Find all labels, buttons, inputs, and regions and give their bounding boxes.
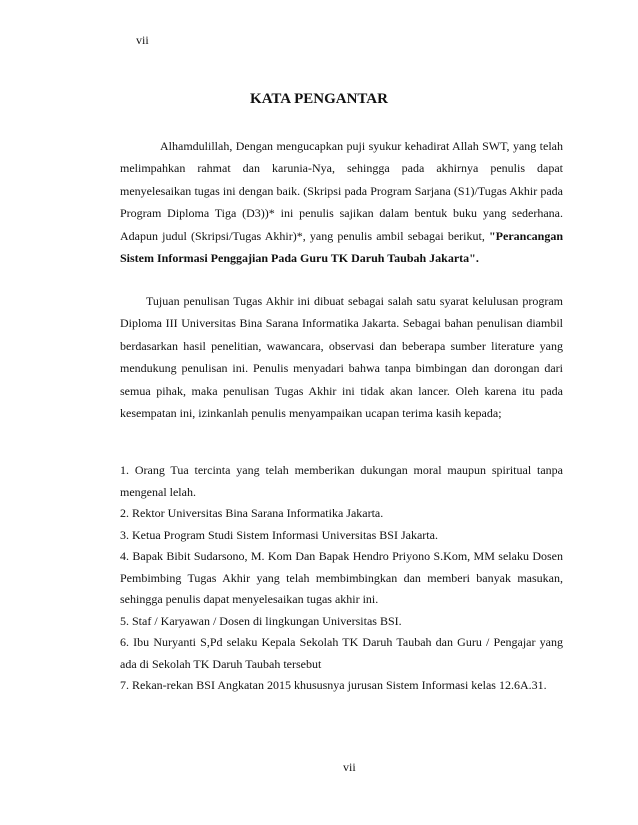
list-item: 1. Orang Tua tercinta yang telah memberikan dukungan moral maupun spiritual tanpa mengenal lelah. [120,463,563,499]
list-item: 6. Ibu Nuryanti S,Pd selaku Kepala Sekolah TK Daruh Taubah dan Guru / Pengajar yang ada di Sekolah TK Daruh Taubah tersebut [120,635,563,671]
list-item: 3. Ketua Program Studi Sistem Informasi Universitas BSI Jakarta. [120,527,438,542]
page-title: KATA PENGANTAR [250,91,388,107]
paragraph-intro-text [120,135,563,269]
intro-text: Alhamdulillah, Dengan mengucapkan puji syukur kehadirat Allah SWT, yang telah melimpahkan rahmat dan karunia-Nya, sehingga pada akhirnya penulis dapat menyelesaikan tugas ini dengan baik. (Skripsi pada Program Sarjana (S1)/Tugas Akhir pada Program Diploma Tiga (D3))* ini penulis sajikan dalam bentuk buku yang sederhana. Adapun judul (Skripsi/Tugas Akhir)*, yang penulis ambil sebagai berikut, [120,139,563,243]
list-item: 4. Bapak Bibit Sudarsono, M. Kom Dan Bapak Hendro Priyono S.Kom, MM selaku Dosen Pembimbing Tugas Akhir yang telah membimbingkan dan memberi banyak masukan, sehingga penulis dapat menyelesaikan tugas akhir ini. [120,549,563,606]
paragraph-purpose [120,290,563,424]
acknowledgement-list [120,460,563,697]
thesis-title: "Perancangan Sistem Informasi Penggajian Pada Guru TK Daruh Taubah Jakarta". [120,228,563,266]
list-item: 5. Staf / Karyawan / Dosen di lingkungan Universitas BSI. [120,613,402,628]
list-item: 2. Rektor Universitas Bina Sarana Informatika Jakarta. [120,506,384,520]
page-number-bottom: vii [343,760,356,774]
list-item: 7. Rekan-rekan BSI Angkatan 2015 khususnya jurusan Sistem Informasi kelas 12.6A.31. [120,678,547,692]
paragraph-intro [120,135,563,269]
page-number-top: vii [136,33,149,47]
paragraph-purpose-text: Tujuan penulisan Tugas Akhir ini dibuat sebagai salah satu syarat kelulusan program Diploma III Universitas Bina Sarana Informatika Jakarta. Sebagai bahan penulisan diambil berdasarkan hasil penelitian, wawancara, observasi dan beberapa sumber literature yang mendukung penulisan ini. Penulis menyadari bahwa tanpa bimbingan dan dorongan dari semua pihak, maka penulisan Tugas Akhir ini tidak akan lancer. Oleh karena itu pada kesempatan ini, izinkanlah penulis menyampaikan ucapan terima kasih kepada; [120,294,563,421]
